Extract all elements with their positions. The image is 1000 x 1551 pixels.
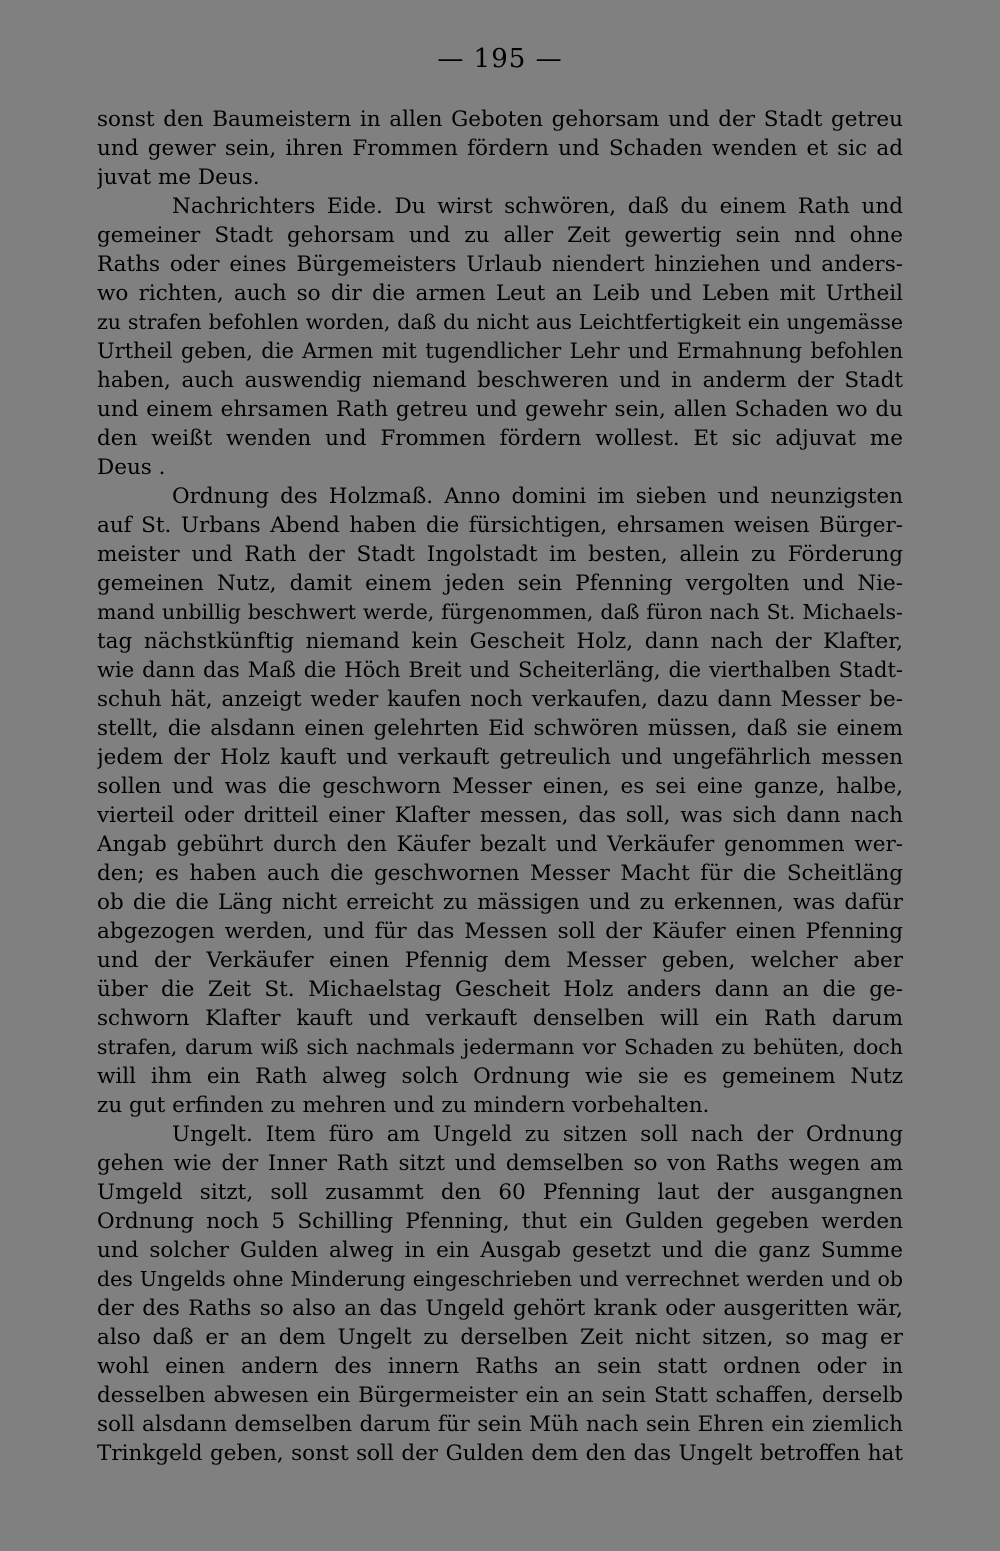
text-line: und solcher Gulden alweg in ein Ausgab gesetzt und die ganz Summe (97, 1238, 903, 1263)
text-line: wohl einen andern des innern Raths an sein statt ordnen oder in (97, 1354, 903, 1379)
text-line: abgezogen werden, und für das Messen soll der Käufer einen Pfenning (97, 919, 903, 944)
text-line: Angab gebührt durch den Käufer bezalt und Verkäufer genommen wer- (97, 832, 903, 857)
text-line: den; es haben auch die geschwornen Messer Macht für die Scheitläng (97, 861, 903, 886)
text-line: desselben abwesen ein Bürgermeister ein an sein Statt schaffen, derselb (97, 1383, 903, 1408)
text-line: Ungelt. Item füro am Ungeld zu sitzen soll nach der Ordnung (172, 1122, 903, 1147)
text-line: strafen, darum wiß sich nachmals jedermann vor Schaden zu behüten, doch (97, 1035, 903, 1059)
text-line: also daß er an dem Ungelt zu derselben Zeit nicht sitzen, so mag er (97, 1325, 903, 1350)
text-line: zu strafen befohlen worden, daß du nicht aus Leichtfertigkeit ein ungemässe (97, 310, 903, 334)
text-line: Umgeld sitzt, soll zusammt den 60 Pfenning laut der ausgangnen (97, 1180, 903, 1205)
text-line: und gewer sein, ihren Frommen fördern und Schaden wenden et sic ad (97, 136, 903, 161)
text-line: schworn Klafter kauft und verkauft denselben will ein Rath darum (97, 1006, 903, 1031)
text-line: Ordnung noch 5 Schilling Pfenning, thut ein Gulden gegeben werden (97, 1209, 903, 1234)
text-line: über die Zeit St. Michaelstag Gescheit Holz anders dann an die ge- (97, 977, 903, 1002)
text-line: Trinkgeld geben, sonst soll der Gulden dem den das Ungelt betroffen hat (97, 1441, 903, 1466)
text-line: Raths oder eines Bürgemeisters Urlaub niendert hinziehen und anders- (97, 252, 903, 277)
text-line: juvat me Deus. (97, 165, 260, 190)
text-line: soll alsdann demselben darum für sein Müh nach sein Ehren ein ziemlich (97, 1412, 903, 1437)
text-line: Deus . (97, 455, 166, 480)
page-number: — 195 — (437, 44, 563, 74)
text-line: den weißt wenden und Frommen fördern wollest. Et sic adjuvat me (97, 426, 903, 451)
text-line: stellt, die alsdann einen gelehrten Eid schwören müssen, daß sie einem (97, 716, 903, 741)
text-line: sonst den Baumeistern in allen Geboten gehorsam und der Stadt getreu (97, 107, 903, 132)
text-line: zu gut erfinden zu mehren und zu mindern vorbehalten. (97, 1093, 710, 1118)
text-line: und der Verkäufer einen Pfennig dem Messer geben, welcher aber (97, 948, 903, 973)
text-line: gemeiner Stadt gehorsam und zu aller Zeit gewertig sein nnd ohne (97, 223, 903, 248)
text-line: gehen wie der Inner Rath sitzt und demselben so von Raths wegen am (97, 1151, 903, 1176)
text-line: meister und Rath der Stadt Ingolstadt im besten, allein zu Förderung (97, 542, 903, 567)
text-line: der des Raths so also an das Ungeld gehört krank oder ausgeritten wär, (97, 1296, 903, 1321)
text-line: wo richten, auch so dir die armen Leut an Leib und Leben mit Urtheil (97, 281, 903, 306)
text-line: will ihm ein Rath alweg solch Ordnung wie sie es gemeinem Nutz (97, 1064, 903, 1089)
text-line: jedem der Holz kauft und verkauft getreulich und ungefährlich messen (97, 745, 903, 770)
text-line: und einem ehrsamen Rath getreu und gewehr sein, allen Schaden wo du (97, 397, 903, 422)
text-line: Ordnung des Holzmaß. Anno domini im sieben und neunzigsten (172, 484, 903, 509)
text-line: schuh hät, anzeigt weder kaufen noch verkaufen, dazu dann Messer be- (97, 687, 903, 712)
text-line: mand unbillig beschwert werde, fürgenommen, daß füron nach St. Michaels- (97, 600, 903, 624)
text-line: gemeinen Nutz, damit einem jeden sein Pfenning vergolten und Nie- (97, 571, 903, 596)
text-line: des Ungelds ohne Minderung eingeschrieben und verrechnet werden und ob (97, 1267, 903, 1291)
body-text (97, 105, 903, 1468)
text-line: auf St. Urbans Abend haben die fürsichtigen, ehrsamen weisen Bürger- (97, 513, 903, 538)
text-line: Urtheil geben, die Armen mit tugendlicher Lehr und Ermahnung befohlen (97, 339, 903, 363)
text-line: wie dann das Maß die Höch Breit und Scheiterläng, die vierthalben Stadt- (97, 658, 903, 682)
text-line: ob die die Läng nicht erreicht zu mässigen und zu erkennen, was dafür (97, 890, 903, 915)
text-line: vierteil oder dritteil einer Klafter messen, das soll, was sich dann nach (97, 803, 903, 828)
text-line: Nachrichters Eide. Du wirst schwören, daß du einem Rath und (172, 194, 903, 219)
text-line: sollen und was die geschworn Messer einen, es sei eine ganze, halbe, (97, 774, 903, 799)
text-line: haben, auch auswendig niemand beschweren und in anderm der Stadt (97, 368, 903, 393)
text-line: tag nächstkünftig niemand kein Gescheit Holz, dann nach der Klafter, (97, 629, 903, 654)
